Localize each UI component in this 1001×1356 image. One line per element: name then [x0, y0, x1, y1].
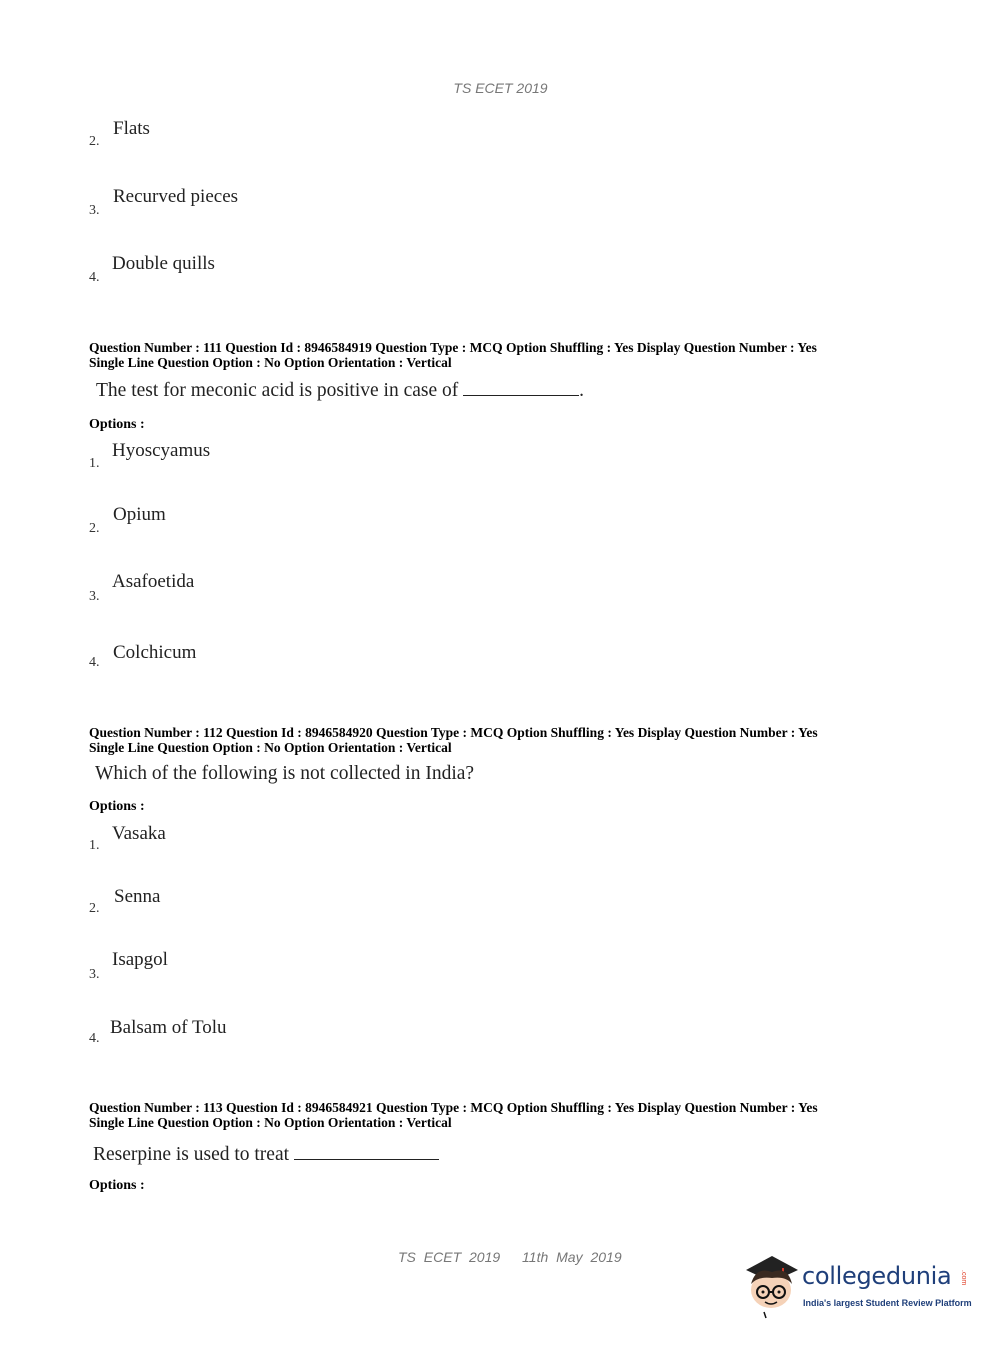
option-number: 1. [89, 456, 100, 471]
footer-exam: TS ECET 2019 [398, 1249, 501, 1265]
logo-tagline: India's largest Student Review Platform [803, 1298, 972, 1308]
question-111-meta [89, 340, 817, 370]
question-111-text [96, 377, 584, 402]
option-number: 3. [89, 967, 100, 982]
option-text: Isapgol [112, 949, 168, 970]
option-text: Flats [113, 118, 150, 139]
option-text: Vasaka [112, 823, 166, 844]
question-text: The test for meconic acid is positive in case of [96, 380, 459, 401]
logo-wordmark: collegedunia [802, 1262, 952, 1290]
question-112-meta [89, 725, 818, 755]
option-text: Asafoetida [112, 571, 195, 592]
options-label: Options : [89, 417, 145, 432]
option-text: Hyoscyamus [112, 440, 211, 461]
options-label: Options : [89, 1178, 145, 1193]
question-113-text [93, 1141, 439, 1166]
page-footer [398, 1249, 622, 1265]
question-meta-line: Question Number : 112 Question Id : 8946584920 Question Type : MCQ Option Shuffling : Yes Display Question Number : Yes [89, 725, 818, 740]
option-number: 2. [89, 901, 100, 916]
question-meta-line: Question Number : 111 Question Id : 8946584919 Question Type : MCQ Option Shuffling : Yes Display Question Number : Yes [89, 340, 817, 355]
option-text: Recurved pieces [113, 186, 239, 207]
option-text: Senna [114, 886, 161, 907]
question-meta-line: Single Line Question Option : No Option Orientation : Vertical [89, 1115, 452, 1130]
option-number: 4. [89, 655, 100, 670]
option-number: 3. [89, 203, 100, 218]
question-text: Reserpine is used to treat [93, 1144, 290, 1165]
footer-date: 11th May 2019 [522, 1249, 622, 1265]
option-number: 4. [89, 1031, 100, 1046]
option-text: Double quills [112, 253, 215, 274]
option-number: 4. [89, 270, 100, 285]
option-number: 2. [89, 521, 100, 536]
page-header-title: TS ECET 2019 [453, 80, 548, 96]
question-meta-line: Single Line Question Option : No Option Orientation : Vertical [89, 740, 452, 755]
option-text: Balsam of Tolu [110, 1017, 227, 1038]
logo-com-suffix: .com [960, 1270, 967, 1286]
question-meta-line: Single Line Question Option : No Option Orientation : Vertical [89, 355, 452, 370]
option-number: 2. [89, 134, 100, 149]
mascot-icon [742, 1250, 800, 1320]
question-112-text: Which of the following is not collected in India? [95, 763, 475, 784]
answer-blank [294, 1141, 439, 1160]
option-number: 1. [89, 838, 100, 853]
option-text: Opium [113, 504, 166, 525]
answer-blank [463, 377, 579, 396]
collegedunia-logo [742, 1250, 972, 1320]
option-number: 3. [89, 589, 100, 604]
question-113-meta [89, 1100, 818, 1130]
option-text: Colchicum [113, 642, 197, 663]
question-meta-line: Question Number : 113 Question Id : 8946584921 Question Type : MCQ Option Shuffling : Yes Display Question Number : Yes [89, 1100, 818, 1115]
options-label: Options : [89, 799, 145, 814]
question-suffix: . [579, 380, 585, 401]
